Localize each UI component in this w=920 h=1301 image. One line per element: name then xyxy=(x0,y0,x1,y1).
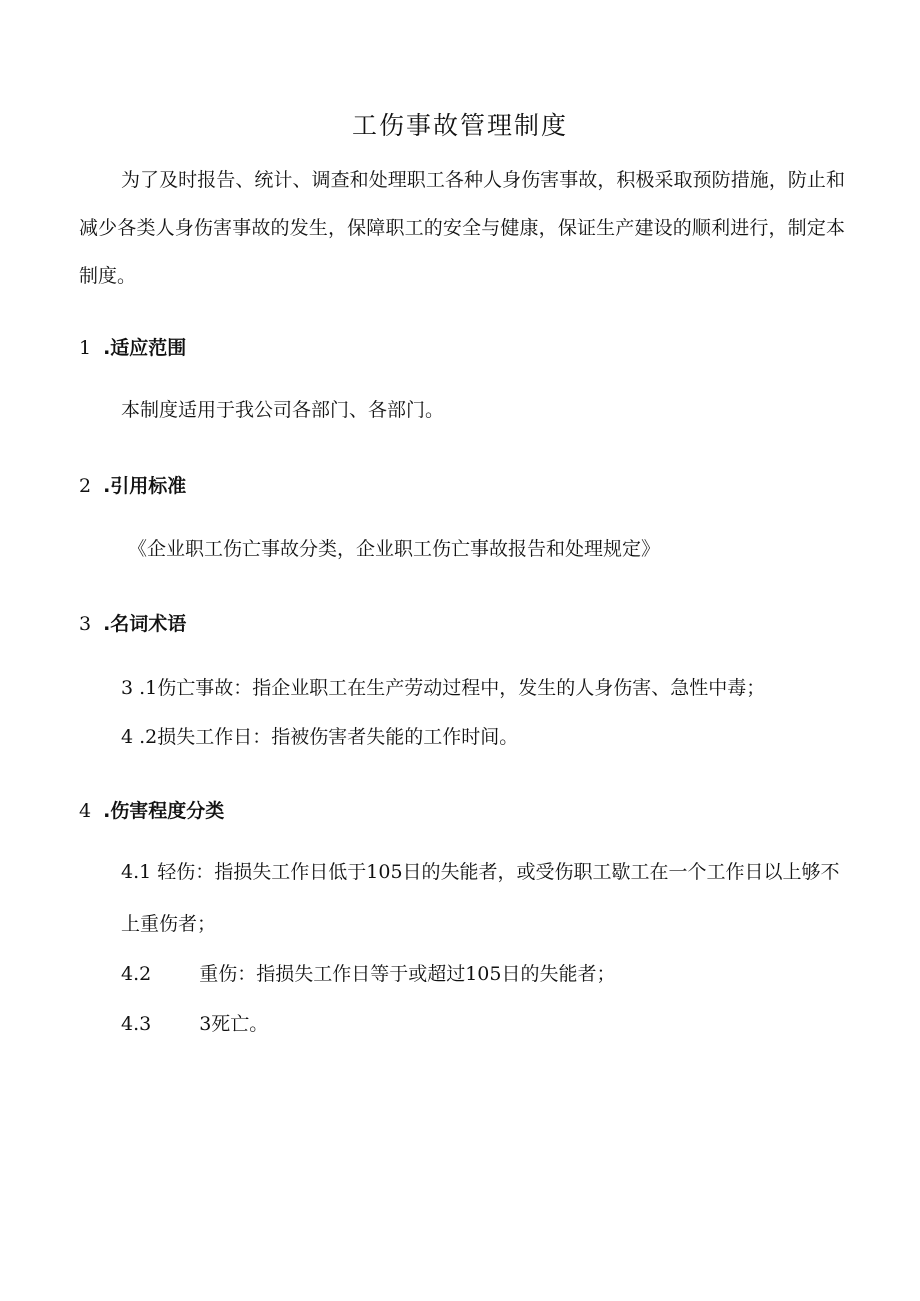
section-title: .适应范围 xyxy=(103,337,187,359)
term-item: 4 .2损失工作日：指被伤害者失能的工作时间。 xyxy=(121,726,519,748)
classification-item-serious xyxy=(121,960,616,988)
section-body-scope: 本制度适用于我公司各部门、各部门。 xyxy=(121,399,445,421)
item-number: 4.3 xyxy=(121,1013,152,1035)
intro-paragraph: 为了及时报告、统计、调查和处理职工各种人身伤害事故，积极采取预防措施，防止和减少各类人身伤害事故的发生，保障职工的安全与健康，保证生产建设的顺利进行，制定本制度。 xyxy=(79,169,845,287)
item-text: 轻伤：指损失工作日低于105日的失能者，或受伤职工歇工在一个工作日以上够不上重伤者； xyxy=(121,861,840,935)
section-body-references: 《企业职工伤亡事故分类，企业职工伤亡事故报告和处理规定》 xyxy=(128,538,661,560)
item-text: 重伤：指损失工作日等于或超过105日的失能者； xyxy=(199,963,616,985)
section-heading-terms xyxy=(79,610,186,638)
classification-item-death xyxy=(121,1010,268,1038)
section-heading-classification xyxy=(79,797,224,825)
item-number: 4.1 xyxy=(121,861,152,883)
section-heading-references xyxy=(79,472,186,500)
section-number: 2 xyxy=(79,475,92,497)
section-heading-scope xyxy=(79,334,186,362)
section-title: .引用标准 xyxy=(103,475,187,497)
item-number: 4.2 xyxy=(121,963,152,985)
section-title: .名词术语 xyxy=(103,613,187,635)
section-number: 4 xyxy=(79,800,92,822)
item-text: 3死亡。 xyxy=(199,1013,269,1035)
document-title: 工伤事故管理制度 xyxy=(351,111,568,140)
classification-item-minor xyxy=(121,846,847,950)
term-item: 3 .1伤亡事故：指企业职工在生产劳动过程中，发生的人身伤害、急性中毒； xyxy=(121,677,766,699)
section-number: 1 xyxy=(79,337,92,359)
section-title: .伤害程度分类 xyxy=(103,800,225,822)
section-number: 3 xyxy=(79,613,92,635)
